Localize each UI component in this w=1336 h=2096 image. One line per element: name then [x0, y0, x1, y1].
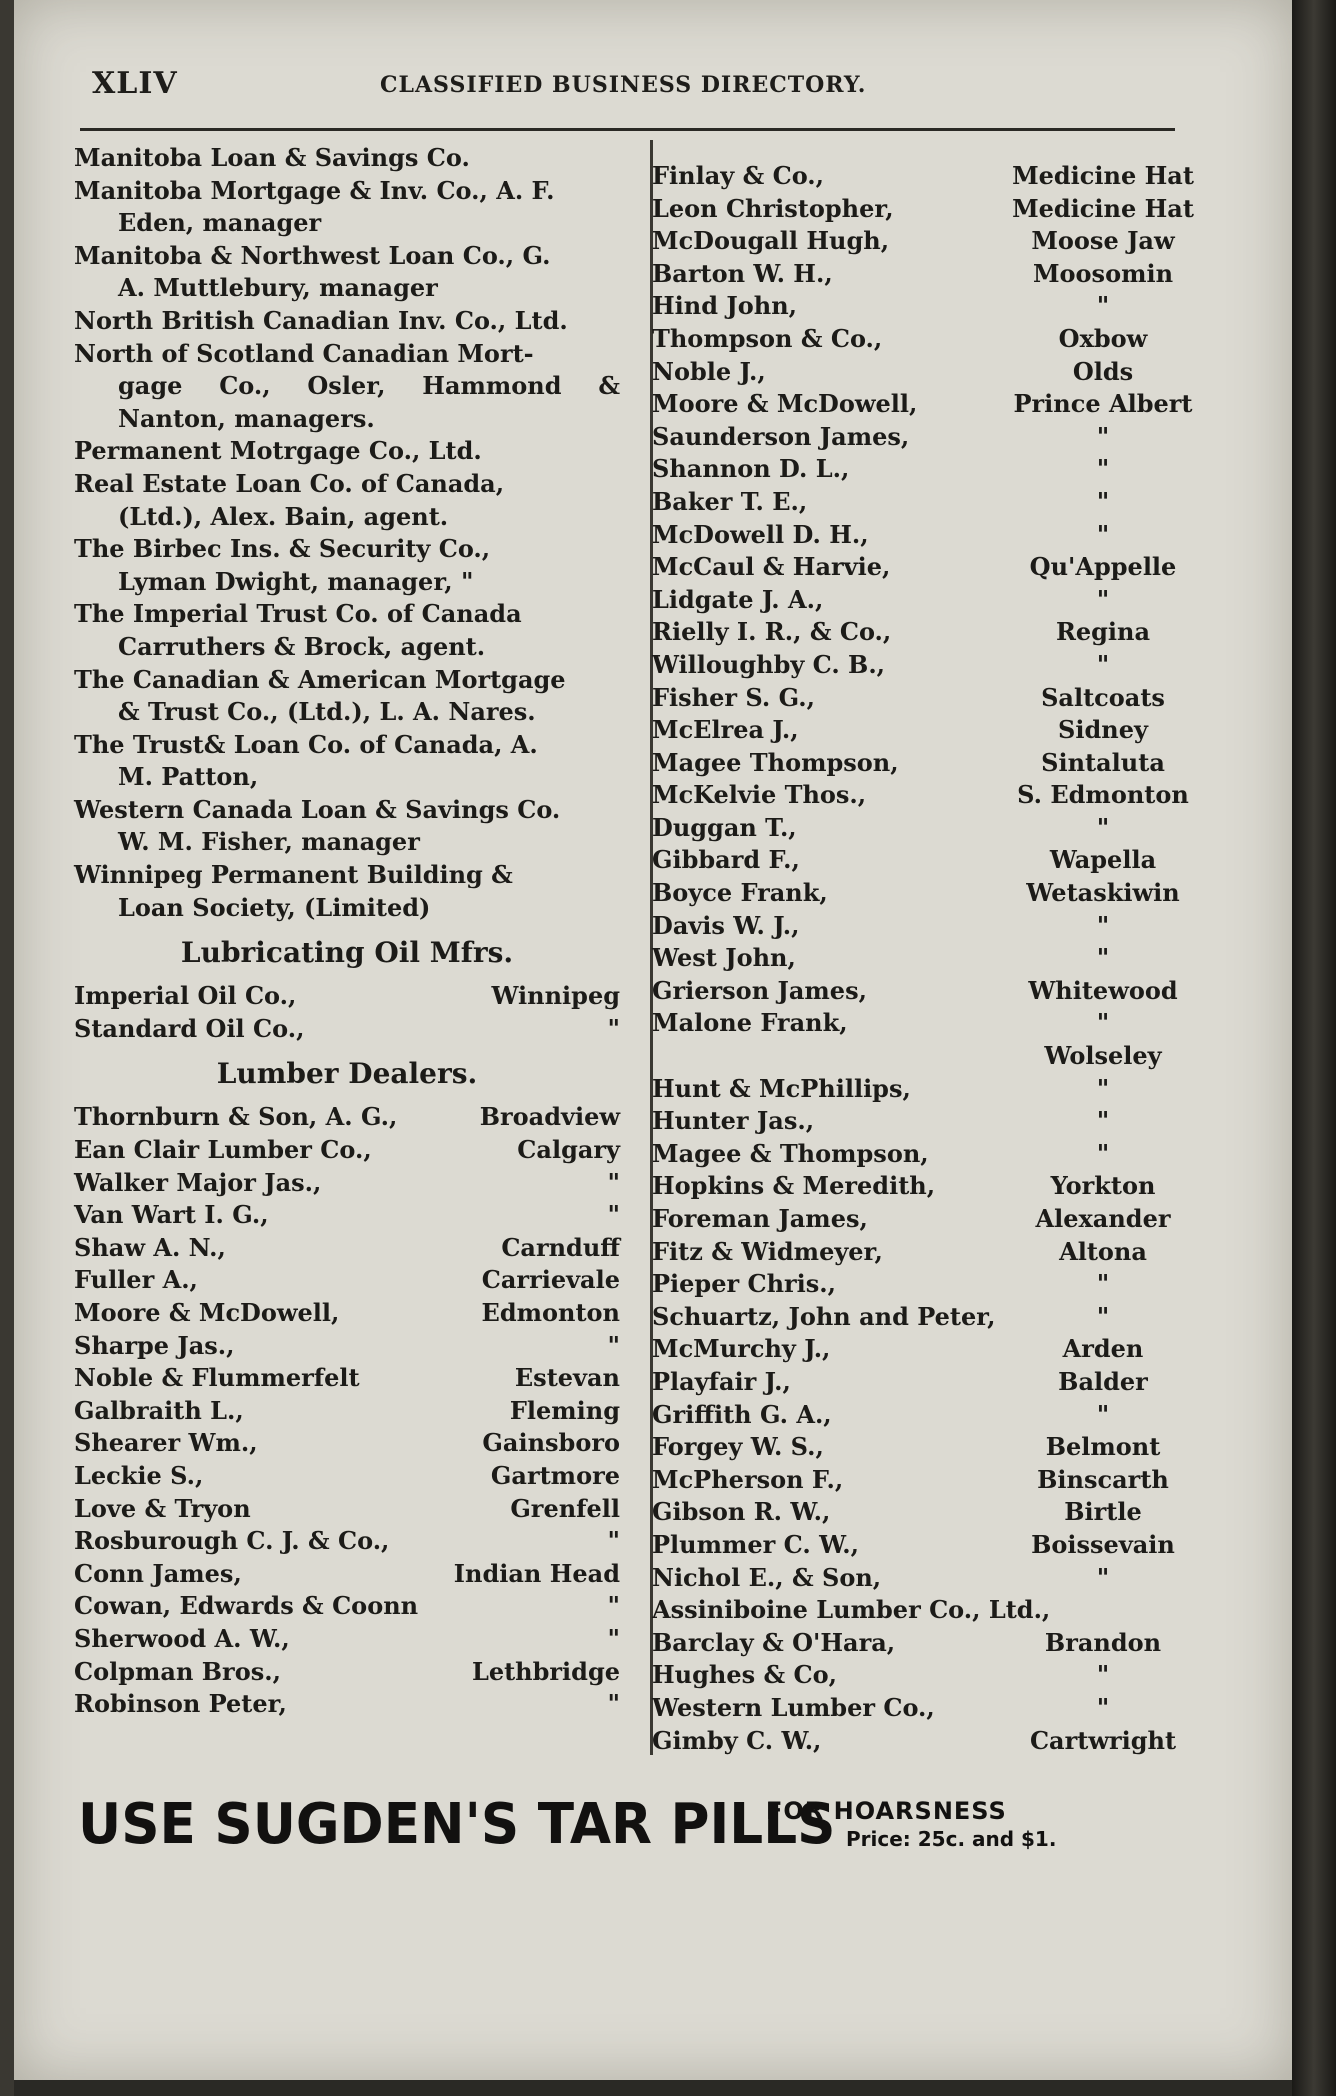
- business-name: Gibbard F.,: [652, 845, 800, 875]
- directory-row: [652, 1725, 1208, 1758]
- header-rule: [80, 128, 1175, 131]
- directory-row: [652, 1366, 1208, 1399]
- business-name: Cowan, Edwards & Coonn: [74, 1591, 419, 1621]
- entry-continuation: W. M. Fisher, manager: [118, 827, 420, 857]
- directory-row: [74, 1232, 620, 1265]
- directory-row: [74, 1656, 620, 1689]
- business-name: West John,: [652, 943, 796, 973]
- entry-first-line: The Trust& Loan Co. of Canada, A.: [74, 729, 538, 759]
- directory-row: [652, 421, 1208, 454]
- loan-entry: [74, 729, 620, 794]
- town-name: Qu'Appelle: [1029, 552, 1177, 582]
- business-name: Leon Christopher,: [652, 193, 894, 223]
- loan-entry: [74, 664, 620, 729]
- business-name: Playfair J.,: [652, 1366, 791, 1396]
- entry-continuation: Loan Society, (Limited): [118, 892, 431, 922]
- business-name: Foreman James,: [652, 1204, 868, 1233]
- business-name: Thornburn & Son, A. G.,: [74, 1102, 398, 1132]
- directory-row: [652, 1007, 1208, 1040]
- business-name: McElrea J.,: [652, 715, 799, 745]
- entry-first-line: The Imperial Trust Co. of Canada: [74, 599, 522, 629]
- business-name: Colpman Bros.,: [74, 1656, 281, 1686]
- town-name: Moose Jaw: [1031, 226, 1175, 256]
- business-name: Plummer C. W.,: [652, 1529, 859, 1559]
- entry-first-line: Winnipeg Permanent Building &: [74, 860, 513, 890]
- loan-entry: [74, 338, 620, 436]
- directory-row: [652, 1301, 1208, 1334]
- left-column: [74, 142, 620, 1721]
- business-name: Noble J.,: [652, 356, 766, 386]
- directory-row: [74, 1264, 620, 1297]
- business-name: Moore & McDowell,: [652, 389, 918, 419]
- entry-continuation: Lyman Dwight, manager, ": [118, 566, 474, 596]
- business-name: Hunter Jas.,: [652, 1106, 815, 1136]
- business-name: Magee Thompson,: [652, 747, 899, 777]
- town-name: Wapella: [1049, 845, 1157, 875]
- town-name: Altona: [1059, 1236, 1147, 1266]
- directory-row: [652, 747, 1208, 780]
- town-name: ": [1096, 1660, 1110, 1690]
- directory-row: [652, 1529, 1208, 1562]
- directory-row: [74, 1623, 620, 1656]
- entry-continuation: Eden, manager: [118, 208, 322, 238]
- directory-row: [652, 1431, 1208, 1464]
- loan-entry: [74, 435, 620, 468]
- directory-row: [652, 649, 1208, 682]
- directory-row: [652, 812, 1208, 845]
- town-name: Binscarth: [1037, 1464, 1169, 1494]
- advertisement: [78, 1790, 1188, 1870]
- business-name: Noble & Flummerfelt: [74, 1363, 360, 1393]
- directory-row: [652, 1105, 1208, 1138]
- directory-row: [652, 1562, 1208, 1595]
- business-name: McPherson F.,: [652, 1464, 844, 1494]
- business-name: Barclay & O'Hara,: [652, 1627, 896, 1657]
- town-name: ": [607, 1013, 620, 1043]
- directory-row: [652, 975, 1208, 1008]
- business-name: Assiniboine Lumber Co., Ltd.,: [652, 1595, 1051, 1625]
- lumber-dealers-continued-list: [652, 160, 1208, 1757]
- entry-continuation: A. Muttlebury, manager: [118, 273, 438, 303]
- business-name: Willoughby C. B.,: [652, 649, 886, 679]
- town-name: Balder: [1058, 1366, 1148, 1396]
- business-name: Hopkins & Meredith,: [652, 1171, 936, 1201]
- business-name: Rosburough C. J. & Co.,: [74, 1526, 390, 1556]
- business-name: Ean Clair Lumber Co.,: [74, 1135, 372, 1165]
- town-name: Broadview: [479, 1102, 620, 1132]
- ad-subline: FOR HOARSNESS: [766, 1797, 1007, 1825]
- ad-price: Price: 25c. and $1.: [846, 1827, 1057, 1851]
- town-name: ": [1096, 649, 1110, 679]
- town-name: Lethbridge: [471, 1656, 620, 1686]
- business-name: McKelvie Thos.,: [652, 780, 867, 810]
- business-name: Sharpe Jas.,: [74, 1330, 235, 1360]
- business-name: Saunderson James,: [652, 421, 910, 451]
- directory-row: [652, 1333, 1208, 1366]
- loan-entry: [74, 533, 620, 598]
- business-name: Conn James,: [74, 1558, 242, 1588]
- town-name: Regina: [1055, 617, 1151, 647]
- business-name: McDowell D. H.,: [652, 519, 869, 549]
- business-name: Imperial Oil Co.,: [74, 981, 297, 1011]
- lubricating-oil-list: [74, 980, 620, 1045]
- directory-row: [652, 453, 1208, 486]
- right-column: [652, 160, 1208, 1757]
- directory-row: [652, 193, 1208, 226]
- business-name: Shannon D. L.,: [652, 454, 850, 484]
- directory-row: [652, 1268, 1208, 1301]
- directory-row: [652, 1399, 1208, 1432]
- directory-row: [652, 1627, 1208, 1660]
- town-name: Prince Albert: [1013, 389, 1193, 419]
- business-name: Hughes & Co,: [652, 1660, 837, 1690]
- town-name: Edmonton: [481, 1298, 620, 1327]
- entry-continuation: M. Patton,: [118, 762, 259, 792]
- town-name: ": [1096, 910, 1110, 940]
- loan-entry: [74, 794, 620, 859]
- business-name: Davis W. J.,: [652, 910, 800, 940]
- town-name: ": [1096, 519, 1110, 549]
- directory-row: [652, 910, 1208, 943]
- lumber-dealers-list: [74, 1101, 620, 1720]
- directory-row: [74, 1101, 620, 1134]
- directory-row: [74, 1330, 620, 1363]
- directory-row: [74, 1013, 620, 1046]
- directory-row: [652, 1659, 1208, 1692]
- directory-row: [652, 356, 1208, 389]
- business-name: Leckie S.,: [74, 1460, 204, 1490]
- loan-entry: [74, 859, 620, 924]
- town-name: Whitewood: [1028, 975, 1178, 1005]
- town-name: Indian Head: [453, 1558, 620, 1588]
- directory-row: [652, 486, 1208, 519]
- town-name: [1050, 1594, 1208, 1627]
- directory-row: [652, 1594, 1208, 1627]
- directory-row: [74, 1493, 620, 1526]
- town-name: Saltcoats: [1041, 682, 1165, 712]
- entry-first-line: Manitoba Mortgage & Inv. Co., A. F.: [74, 175, 555, 205]
- town-name: ": [607, 1200, 620, 1230]
- town-name: ": [1096, 1301, 1110, 1331]
- town-name: Brandon: [1044, 1627, 1162, 1657]
- business-name: Hunt & McPhillips,: [652, 1073, 911, 1103]
- directory-row: [652, 779, 1208, 812]
- town-name: Sidney: [1058, 715, 1148, 745]
- business-name: McDougall Hugh,: [652, 226, 890, 256]
- town-name: ": [607, 1167, 620, 1197]
- page-left-edge: [0, 0, 14, 2096]
- town-name: Wolseley: [1044, 1041, 1162, 1071]
- directory-row: [652, 1692, 1208, 1725]
- business-name: Finlay & Co.,: [652, 161, 824, 190]
- lubricating-oil-heading: Lubricating Oil Mfrs.: [180, 936, 514, 970]
- town-name: Oxbow: [1058, 323, 1148, 353]
- town-name: Sintaluta: [1041, 747, 1165, 777]
- town-name: ": [607, 1591, 620, 1621]
- town-name: ": [1096, 1106, 1110, 1136]
- town-name: ": [607, 1526, 620, 1556]
- business-name: Thompson & Co.,: [652, 323, 883, 353]
- town-name: ": [1096, 584, 1110, 614]
- directory-row: [74, 1395, 620, 1428]
- directory-row: [652, 714, 1208, 747]
- town-name: Medicine Hat: [1012, 193, 1194, 223]
- directory-row: [74, 1688, 620, 1721]
- town-name: Gainsboro: [482, 1428, 620, 1458]
- town-name: ": [1096, 421, 1110, 451]
- town-name: ": [1096, 1138, 1110, 1168]
- directory-row: [652, 584, 1208, 617]
- directory-row: [652, 388, 1208, 421]
- business-name: Forgey W. S.,: [652, 1432, 824, 1462]
- town-name: ": [607, 1623, 620, 1653]
- business-name: Gibson R. W.,: [652, 1497, 831, 1527]
- loan-entry: [74, 468, 620, 533]
- business-name: Moore & McDowell,: [74, 1298, 340, 1327]
- business-name: Nichol E., & Son,: [652, 1562, 882, 1592]
- directory-row: [74, 1199, 620, 1232]
- running-title: CLASSIFIED BUSINESS DIRECTORY.: [380, 72, 867, 98]
- entry-first-line: The Birbec Ins. & Security Co.,: [74, 534, 491, 564]
- loan-entry: [74, 598, 620, 663]
- business-name: Van Wart I. G.,: [74, 1200, 269, 1230]
- directory-row: [652, 1073, 1208, 1106]
- entry-first-line: North of Scotland Canadian Mort-: [74, 338, 534, 368]
- page-header: [80, 60, 1170, 110]
- directory-row: [652, 877, 1208, 910]
- directory-row: [74, 1460, 620, 1493]
- town-name: ": [1096, 1269, 1110, 1299]
- business-name: Shaw A. N.,: [74, 1232, 226, 1262]
- directory-row: [74, 1167, 620, 1200]
- business-name: Malone Frank,: [652, 1008, 848, 1038]
- town-name: Winnipeg: [491, 981, 620, 1011]
- business-name: Standard Oil Co.,: [74, 1013, 305, 1043]
- town-name: ": [1096, 1399, 1110, 1429]
- directory-row: [652, 1170, 1208, 1203]
- town-name: Estevan: [514, 1363, 620, 1393]
- town-name: Cartwright: [1029, 1725, 1177, 1755]
- directory-row: [652, 844, 1208, 877]
- business-name: Fuller A.,: [74, 1265, 198, 1295]
- business-name: Walker Major Jas.,: [74, 1167, 322, 1197]
- business-name: Duggan T.,: [652, 812, 797, 842]
- directory-row: [652, 519, 1208, 552]
- business-name: Baker T. E.,: [652, 486, 808, 516]
- directory-row: [74, 1134, 620, 1167]
- directory-row: [652, 1464, 1208, 1497]
- town-name: Calgary: [517, 1135, 620, 1165]
- directory-row: [652, 1496, 1208, 1529]
- business-name: Love & Tryon: [74, 1493, 251, 1523]
- town-name: ": [1096, 943, 1110, 973]
- lumber-dealers-heading: Lumber Dealers.: [216, 1057, 478, 1091]
- directory-row: [652, 1040, 1208, 1073]
- town-name: Carrievale: [481, 1265, 620, 1295]
- directory-row: [652, 323, 1208, 356]
- town-name: Alexander: [1035, 1204, 1171, 1233]
- entry-first-line: Western Canada Loan & Savings Co.: [74, 794, 561, 824]
- town-name: ": [1096, 454, 1110, 484]
- business-name: Fisher S. G.,: [652, 682, 815, 712]
- directory-row: [652, 551, 1208, 584]
- directory-row: [652, 942, 1208, 975]
- business-name: Western Lumber Co.,: [652, 1692, 935, 1722]
- entry-first-line: Real Estate Loan Co. of Canada,: [74, 468, 505, 498]
- book-spine: [1292, 0, 1336, 2096]
- town-name: ": [607, 1330, 620, 1360]
- business-name: Shearer Wm.,: [74, 1428, 258, 1458]
- entry-continuation: Carruthers & Brock, agent.: [118, 631, 486, 661]
- business-name: Hind John,: [652, 291, 797, 321]
- directory-row: [652, 1236, 1208, 1269]
- entry-continuation: (Ltd.), Alex. Bain, agent.: [118, 501, 449, 531]
- directory-row: [652, 1203, 1208, 1236]
- entry-first-line: The Canadian & American Mortgage: [74, 664, 566, 694]
- business-name: Fitz & Widmeyer,: [652, 1236, 883, 1266]
- loan-entry: [74, 305, 620, 338]
- town-name: Arden: [1062, 1334, 1144, 1364]
- business-name: Lidgate J. A.,: [652, 584, 824, 614]
- business-name: Robinson Peter,: [74, 1689, 287, 1719]
- business-name: Rielly I. R., & Co.,: [652, 617, 892, 647]
- town-name: Moosomin: [1032, 258, 1174, 288]
- directory-row: [652, 290, 1208, 323]
- town-name: Grenfell: [510, 1493, 620, 1523]
- directory-row: [74, 1590, 620, 1623]
- town-name: Fleming: [509, 1395, 620, 1425]
- town-name: Belmont: [1045, 1432, 1161, 1462]
- loan-entry: [74, 175, 620, 240]
- directory-row: [74, 980, 620, 1013]
- business-name: Boyce Frank,: [652, 878, 828, 908]
- loan-entry: [74, 240, 620, 305]
- town-name: Carnduff: [501, 1232, 620, 1262]
- town-name: Gartmore: [490, 1460, 620, 1490]
- entry-continuation: & Trust Co., (Ltd.), L. A. Nares.: [118, 697, 536, 727]
- directory-row: [652, 258, 1208, 291]
- business-name: [652, 1040, 998, 1073]
- loan-companies-list: [74, 142, 620, 924]
- directory-row: [652, 1138, 1208, 1171]
- entry-first-line: Manitoba Loan & Savings Co.: [74, 143, 470, 172]
- town-name: Medicine Hat: [1012, 161, 1194, 190]
- town-name: Birtle: [1064, 1497, 1142, 1527]
- page-number: XLIV: [92, 66, 178, 101]
- entry-first-line: North British Canadian Inv. Co., Ltd.: [74, 305, 568, 335]
- town-name: ": [1096, 812, 1110, 842]
- business-name: Barton W. H.,: [652, 258, 833, 288]
- business-name: Schuartz, John and Peter,: [652, 1301, 996, 1331]
- town-name: Boissevain: [1031, 1529, 1175, 1559]
- town-name: Yorkton: [1050, 1171, 1156, 1201]
- directory-row: [652, 160, 1208, 193]
- business-name: Grierson James,: [652, 975, 867, 1005]
- business-name: Sherwood A. W.,: [74, 1623, 290, 1653]
- directory-row: [74, 1297, 620, 1330]
- town-name: S. Edmonton: [1017, 780, 1189, 810]
- town-name: ": [1096, 1008, 1110, 1038]
- business-name: Gimby C. W.,: [652, 1725, 822, 1755]
- directory-row: [652, 225, 1208, 258]
- directory-row: [74, 1525, 620, 1558]
- town-name: Wetaskiwin: [1026, 878, 1180, 908]
- town-name: ": [1096, 1562, 1110, 1592]
- directory-row: [652, 682, 1208, 715]
- business-name: McCaul & Harvie,: [652, 552, 891, 582]
- town-name: ": [607, 1689, 620, 1719]
- ad-headline: USE SUGDEN'S TAR PILLS: [78, 1792, 836, 1857]
- directory-row: [74, 1558, 620, 1591]
- directory-row: [74, 1362, 620, 1395]
- directory-row: [652, 616, 1208, 649]
- business-name: Pieper Chris.,: [652, 1269, 837, 1299]
- town-name: ": [1096, 486, 1110, 516]
- business-name: McMurchy J.,: [652, 1334, 831, 1364]
- town-name: ": [1096, 291, 1110, 321]
- loan-entry: [74, 142, 620, 175]
- town-name: ": [1096, 1692, 1110, 1722]
- business-name: Magee & Thompson,: [652, 1138, 929, 1168]
- entry-first-line: Manitoba & Northwest Loan Co., G.: [74, 240, 551, 270]
- entry-continuation: gage Co., Osler, Hammond & Nanton, managers.: [118, 371, 620, 433]
- town-name: ": [1096, 1073, 1110, 1103]
- directory-row: [74, 1427, 620, 1460]
- business-name: Galbraith L.,: [74, 1395, 244, 1425]
- entry-first-line: Permanent Motrgage Co., Ltd.: [74, 436, 482, 466]
- town-name: Olds: [1072, 356, 1134, 386]
- business-name: Griffith G. A.,: [652, 1399, 832, 1429]
